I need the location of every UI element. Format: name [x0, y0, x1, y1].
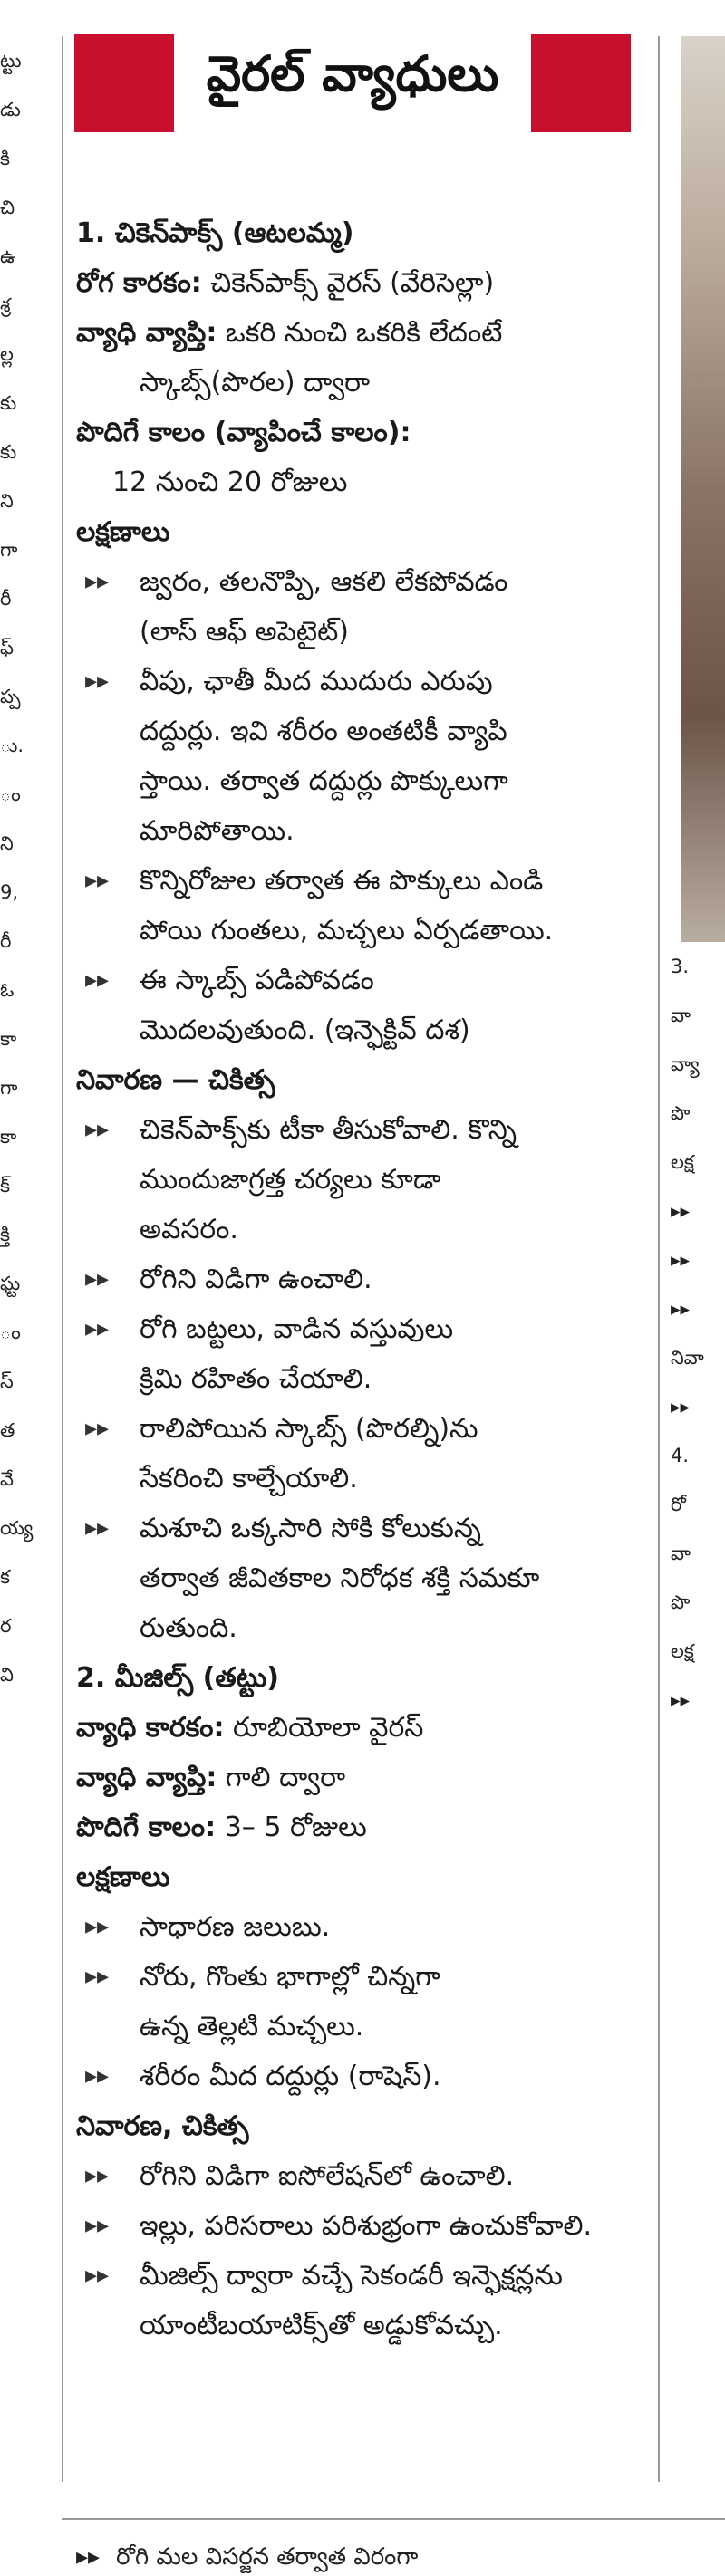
symptom-item — [76, 806, 638, 856]
remedy-item — [76, 1354, 638, 1404]
remedy-item — [76, 2251, 638, 2301]
right-fragment-text: పొ — [671, 1102, 691, 1124]
symptom-item — [76, 956, 638, 1005]
left-fragment-text: క్ — [0, 1175, 10, 1197]
left-column-fragment — [0, 36, 56, 1699]
bullet-arrow-icon: ▸▸ — [85, 1315, 110, 1342]
symptom-text: నోరు, గొంతు భాగాల్లో చిన్నగా — [140, 1961, 440, 1993]
symptom-item — [76, 607, 638, 657]
remedy-heading: నివారణ, చికిత్స — [76, 2110, 249, 2142]
left-fragment-text: కి — [0, 148, 10, 169]
left-fragment-text: క్తి — [0, 1224, 10, 1245]
remedy-item — [76, 1105, 638, 1155]
symptom-text: పోయి గుంతలు, మచ్చలు ఏర్పడతాయి. — [140, 915, 554, 947]
symptom-text: జ్వరం, తలనొప్పి, ఆకలి లేకపోవడం — [140, 566, 508, 598]
left-fragment-text: 9, — [0, 881, 19, 903]
field-value-continued: స్కాబ్స్(పొరల) ద్వారా — [140, 367, 371, 399]
left-fragment-text: ట్టు — [0, 50, 22, 72]
left-fragment-text: కు — [0, 392, 17, 414]
left-fragment-text: వే — [0, 1468, 14, 1490]
section-banner — [74, 34, 631, 132]
right-fragment-text: ▸▸ — [671, 1298, 691, 1320]
left-fragment-text: రీ — [0, 930, 12, 952]
field-value: 3– 5 రోజులు — [216, 1812, 367, 1843]
symptom-item — [76, 756, 638, 806]
symptom-item — [76, 856, 638, 906]
left-fragment-text: గా — [0, 539, 18, 561]
remedy-heading: నివారణ — చికిత్స — [76, 1064, 276, 1096]
symptom-text: (లాస్ ఆఫ్ అపెటైట్) — [140, 616, 349, 648]
bullet-arrow-icon: ▸▸ — [85, 2212, 110, 2239]
bullet-arrow-icon: ▸▸ — [85, 2062, 110, 2090]
remedy-item — [76, 1603, 638, 1653]
left-fragment-text: ఫ్ — [0, 637, 14, 658]
symptom-text: శరీరం మీద దద్దుర్లు (రాషెస్). — [140, 2061, 441, 2092]
right-fragment-text: పొ — [671, 1591, 691, 1613]
field-label: రోగ కారకం: — [76, 267, 202, 299]
banner-red-block-right — [531, 34, 631, 132]
bullet-arrow-icon: ▸▸ — [85, 2262, 110, 2289]
remedy-item — [76, 1304, 638, 1354]
field-label: వ్యాధి కారకం: — [76, 1712, 225, 1744]
right-fragment-text: ▸▸ — [671, 1200, 691, 1222]
bullet-arrow-icon: ▸▸ — [85, 568, 110, 595]
symptom-item — [76, 906, 638, 956]
left-fragment-text: ని — [0, 490, 14, 512]
symptom-item — [76, 1902, 638, 1952]
symptom-item — [76, 1005, 638, 1055]
left-fragment-text: ం — [0, 783, 21, 805]
column-divider-left — [62, 36, 63, 2482]
right-fragment-text: నివా — [671, 1347, 704, 1369]
bullet-arrow-icon: ▸▸ — [76, 2543, 101, 2571]
banner-red-block-left — [74, 34, 174, 132]
remedy-text: రోగిని విడిగా ఉంచాలి. — [140, 1264, 372, 1295]
symptom-text: ఉన్న తెల్లటి మచ్చలు. — [140, 2011, 364, 2043]
field-row — [76, 308, 638, 358]
teaser-text: రోగి మల విసర్జన తర్వాత విరంగా — [116, 2543, 419, 2571]
right-column-fragment — [671, 942, 725, 1725]
symptoms-heading: లక్షణాలు — [76, 1861, 170, 1893]
symptoms-heading: లక్షణాలు — [76, 516, 170, 548]
field-label: వ్యాధి వ్యాప్తి: — [76, 317, 218, 349]
incubation-value: 12 నుంచి 20 రోజులు — [112, 466, 348, 498]
field-value: రూబియోలా వైరస్ — [224, 1712, 424, 1744]
symptom-text: స్తాయి. తర్వాత దద్దుర్లు పొక్కులుగా — [140, 765, 508, 797]
left-fragment-text: కా — [0, 1126, 17, 1148]
symptom-text: ఈ స్కాబ్స్ పడిపోవడం — [140, 965, 374, 996]
remedy-item — [76, 1205, 638, 1254]
symptom-text: మొదలవుతుంది. (ఇన్ఫెక్టివ్ దశ) — [140, 1014, 470, 1046]
remedy-item — [76, 1254, 638, 1304]
left-fragment-text: డు — [0, 99, 21, 120]
remedy-text: చికెన్‌పాక్స్‌కు టీకా తీసుకోవాలి. కొన్ని — [140, 1114, 517, 1146]
bullet-arrow-icon: ▸▸ — [85, 1963, 110, 1990]
remedy-text: మీజిల్స్ ద్వారా వచ్చే సెకండరీ ఇన్ఫెక్షన్లను — [140, 2260, 563, 2292]
bullet-arrow-icon: ▸▸ — [85, 1265, 110, 1293]
left-fragment-text: ప్ప — [0, 686, 21, 707]
remedy-item — [76, 2301, 638, 2350]
field-row — [76, 1802, 638, 1852]
next-column-teaser — [76, 2543, 418, 2576]
remedy-item — [76, 2201, 638, 2251]
symptom-item — [76, 657, 638, 706]
remedy-text: అవసరం. — [140, 1214, 238, 1245]
right-fragment-text: ▸▸ — [671, 1396, 691, 1418]
right-fragment-text: లక్ష — [671, 1640, 694, 1662]
symptom-item — [76, 1952, 638, 2002]
section-heading: 1. చికెన్‌పాక్స్ (ఆటలమ్మ) — [76, 217, 354, 249]
symptom-text: వీపు, ఛాతీ మీద ముదురు ఎరుపు — [140, 666, 493, 697]
field-row — [76, 1753, 638, 1802]
remedy-item — [76, 2151, 638, 2201]
left-fragment-text: ర — [0, 1615, 12, 1637]
remedy-item — [76, 1155, 638, 1205]
article-body — [76, 208, 638, 2350]
right-fragment-text: వా — [671, 1004, 691, 1026]
remedy-text: యాంటీబయాటిక్స్‌తో అడ్డుకోవచ్చు. — [140, 2310, 503, 2341]
bullet-arrow-icon: ▸▸ — [85, 1116, 110, 1143]
field-value: గాలి ద్వారా — [217, 1762, 346, 1793]
remedy-item — [76, 1553, 638, 1603]
left-fragment-text: య్య — [0, 1517, 34, 1539]
field-label: వ్యాధి వ్యాప్తి: — [76, 1762, 218, 1793]
symptom-text: కొన్నిరోజుల తర్వాత ఈ పొక్కులు ఎండి — [140, 865, 544, 897]
left-fragment-text: వి — [0, 1664, 14, 1686]
right-fragment-text: లక్ష — [671, 1151, 694, 1173]
remedy-text: సేకరించి కాల్చేయాలి. — [140, 1463, 358, 1495]
left-fragment-text: ు. — [0, 735, 24, 756]
article-photo — [682, 36, 725, 942]
symptom-item — [76, 557, 638, 607]
remedy-item — [76, 1404, 638, 1454]
column-divider-right — [658, 36, 660, 2482]
right-fragment-text: రో — [671, 1494, 686, 1515]
bullet-arrow-icon: ▸▸ — [85, 867, 110, 894]
section-divider — [62, 2518, 725, 2520]
bullet-arrow-icon: ▸▸ — [85, 1415, 110, 1442]
symptom-text: దద్దుర్లు. ఇవి శరీరం అంతటికీ వ్యాపి — [140, 716, 508, 747]
remedy-text: రుతుంది. — [140, 1612, 237, 1644]
right-fragment-text: 3. — [671, 956, 690, 977]
field-value: చికెన్‌పాక్స్ వైరస్ (వేరిసెల్లా) — [201, 267, 495, 299]
left-fragment-text: కు — [0, 441, 17, 463]
remedy-text: తర్వాత జీవితకాల నిరోధక శక్తి సమకూ — [140, 1562, 540, 1594]
left-fragment-text: ఓ — [0, 979, 14, 1001]
bullet-arrow-icon: ▸▸ — [85, 668, 110, 695]
remedy-text: ముందుజాగ్రత్త చర్యలు కూడా — [140, 1164, 441, 1196]
left-fragment-text: కా — [0, 1028, 17, 1050]
left-fragment-text: ం — [0, 1322, 21, 1343]
symptom-item — [76, 2002, 638, 2052]
left-fragment-text: క — [0, 1566, 10, 1588]
remedy-text: రోగిని విడిగా ఐసోలేషన్‌లో ఉంచాలి. — [140, 2160, 515, 2192]
left-fragment-text: స్ — [0, 1370, 14, 1392]
left-fragment-text: ని — [0, 832, 14, 854]
banner-title: వైరల్ వ్యాధులు — [206, 45, 499, 102]
remedy-item — [76, 1504, 638, 1553]
symptom-text: సాధారణ జలుబు. — [140, 1911, 331, 1943]
bullet-arrow-icon: ▸▸ — [85, 1514, 110, 1542]
bullet-arrow-icon: ▸▸ — [85, 966, 110, 994]
right-fragment-text: 4. — [671, 1445, 690, 1466]
symptom-text: మారిపోతాయి. — [140, 815, 295, 847]
section-heading: 2. మీజిల్స్ (తట్టు) — [76, 1662, 279, 1694]
right-fragment-text: వా — [671, 1543, 691, 1564]
bullet-arrow-icon: ▸▸ — [85, 1913, 110, 1940]
remedy-text: మశూచి ఒక్కసారి సోకి కోలుకున్న — [140, 1513, 481, 1544]
remedy-text: రోగి బట్టలు, వాడిన వస్తువులు — [140, 1313, 454, 1345]
left-fragment-text: గా — [0, 1077, 18, 1099]
remedy-item — [76, 1454, 638, 1504]
bullet-arrow-icon: ▸▸ — [85, 2162, 110, 2189]
field-row — [76, 1703, 638, 1753]
remedy-text: రాలిపోయిన స్కాబ్స్ (పొరల్ని)ను — [140, 1413, 478, 1445]
right-fragment-text: వ్యా — [671, 1053, 700, 1075]
left-fragment-text: రీ — [0, 588, 12, 610]
field-value: ఒకరి నుంచి ఒకరికి లేదంటే — [217, 317, 503, 349]
incubation-label: పొదిగే కాలం (వ్యాపించే కాలం): — [76, 417, 411, 448]
left-fragment-text: ఉ — [0, 245, 15, 267]
remedy-text: క్రిమి రహితం చేయాలి. — [140, 1363, 372, 1395]
field-row — [76, 258, 638, 308]
symptom-item — [76, 2052, 638, 2101]
left-fragment-text: త — [0, 1419, 15, 1441]
left-fragment-text: చి — [0, 197, 15, 218]
right-fragment-text: ▸▸ — [671, 1689, 691, 1711]
right-fragment-text: ▸▸ — [671, 1249, 691, 1271]
incubation-label-row — [76, 408, 638, 457]
left-fragment-text: శ్ర — [0, 294, 11, 316]
field-label: పొదిగే కాలం: — [76, 1812, 217, 1843]
left-fragment-text: ఘ్ట — [0, 1273, 21, 1294]
remedy-text: ఇల్లు, పరిసరాలు పరిశుభ్రంగా ఉంచుకోవాలి. — [140, 2210, 593, 2242]
symptom-item — [76, 706, 638, 756]
left-fragment-text: ల్ల — [0, 343, 14, 365]
